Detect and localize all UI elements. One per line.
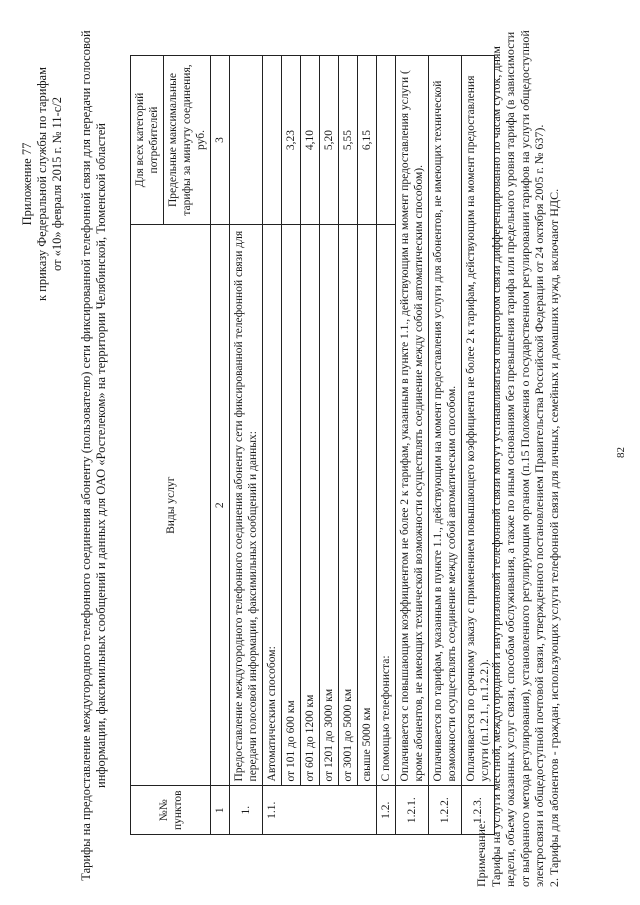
row-number: 1.2.1.	[396, 786, 429, 835]
row-text: от 101 до 600 км	[282, 225, 301, 786]
notes-paragraph-1: Тарифы на услуги местной, междугородной и внутризоновой телефонной связи могут устанавливаться оператором связи дифференцированно по часам суток, дням недели, объему оказанных услуг связи, способам обслуживания, а также по иным основаниям без превышения тарифа или предельного уровня тарифа (в зависимости от выбранного метода регулирования), установленного регулирующим органом (п.15 Положения о государственном регулировании тарифов на услуги общедоступной электросвязи и общедоступной почтовой связи, утвержденного постановлением Правительства Российской Федерации от 24 октября 2005 г. № 637).	[488, 30, 546, 887]
table-row	[396, 56, 429, 835]
row-number: 1.2.3.	[462, 786, 495, 835]
column-index: 3	[211, 56, 230, 225]
appendix-number: Приложение 77	[20, 142, 34, 226]
column-header-consumers: Для всех категорий потребителей	[131, 56, 164, 225]
table-row	[320, 56, 339, 835]
notes-section	[474, 22, 561, 887]
row-text: свыше 5000 км	[358, 225, 377, 786]
row-value	[377, 56, 396, 225]
table-row	[358, 56, 377, 835]
row-text: Оплачивается с повышающим коэффициентом не более 2 к тарифам, указанным в пункте 1.1., действующим на момент предоставления услуги ( кроме абонентов, не имеющих технической возможности осуществлять соединение между собой автоматическим способом).	[396, 56, 429, 786]
table-row	[301, 56, 320, 835]
column-header-tariff: Предельные максимальные тарифы за минуту соединения, руб.	[164, 56, 211, 225]
appendix-date: от «10» февраля 2015 г. № 11-с/2	[50, 97, 64, 271]
row-number: 1.2.2.	[429, 786, 462, 835]
column-header-number: №№ пунктов	[131, 786, 211, 835]
table-row	[339, 56, 358, 835]
table-row	[230, 56, 263, 835]
row-value: 5,20	[320, 56, 339, 225]
column-header-services: Виды услуг	[131, 225, 211, 786]
table-row	[263, 56, 282, 835]
row-text: Предоставление междугородного телефонного соединения абоненту сети фиксированной телефонной связи для передачи голосовой информации, факсимильных сообщений и данных:	[230, 225, 263, 786]
row-value	[230, 56, 263, 225]
table-row	[377, 56, 396, 835]
column-index: 2	[211, 225, 230, 786]
row-value: 3,23	[282, 56, 301, 225]
row-number: 1.1.	[263, 786, 377, 835]
tariff-table	[130, 55, 495, 835]
notes-paragraph-2: 2. Тарифы для абонентов - граждан, использующих услуги телефонной связи для личных, семейных и домашних нужд, включают НДС.	[546, 188, 561, 887]
row-text: Оплачивается по срочному заказу с применением повышающего коэффициента не более 2 к тарифам, действующим на момент предоставления услуги (п.1.2.1., п.1.2.2.).	[462, 56, 495, 786]
row-value: 5,55	[339, 56, 358, 225]
row-value: 6,15	[358, 56, 377, 225]
column-index: 1	[211, 786, 230, 835]
row-value	[263, 56, 282, 225]
row-text: Автоматическим способом:	[263, 225, 282, 786]
row-text: С помощью телефониста:	[377, 225, 396, 786]
appendix-order: к приказу Федеральной службы по тарифам	[35, 66, 49, 302]
row-number: 1.2.	[377, 786, 396, 835]
row-text: от 3001 до 5000 км	[339, 225, 358, 786]
table-row	[282, 56, 301, 835]
document-title: Тарифы на предоставление междугородного телефонного соединения абоненту (пользователю) сети фиксированной телефонной связи для передачи голосовой информации, факсимильных сообщений и данных для ОАО «Ростелеком» на территории Челябинской, Тюменской областей	[79, 30, 108, 881]
table-row	[429, 56, 462, 835]
row-number: 1.	[230, 786, 263, 835]
page-number: 82	[615, 447, 627, 458]
row-text: от 601 до 1200 км	[301, 225, 320, 786]
row-value: 4,10	[301, 56, 320, 225]
notes-heading: Примечание:	[474, 820, 488, 887]
appendix-header	[20, 24, 65, 344]
row-text: от 1201 до 3000 км	[320, 225, 339, 786]
row-text: Оплачивается по тарифам, указанным в пункте 1.1., действующим на момент предоставления услуги для абонентов, не имеющих технической возможности осуществлять соединение между собой автоматическим способом.	[429, 56, 462, 786]
